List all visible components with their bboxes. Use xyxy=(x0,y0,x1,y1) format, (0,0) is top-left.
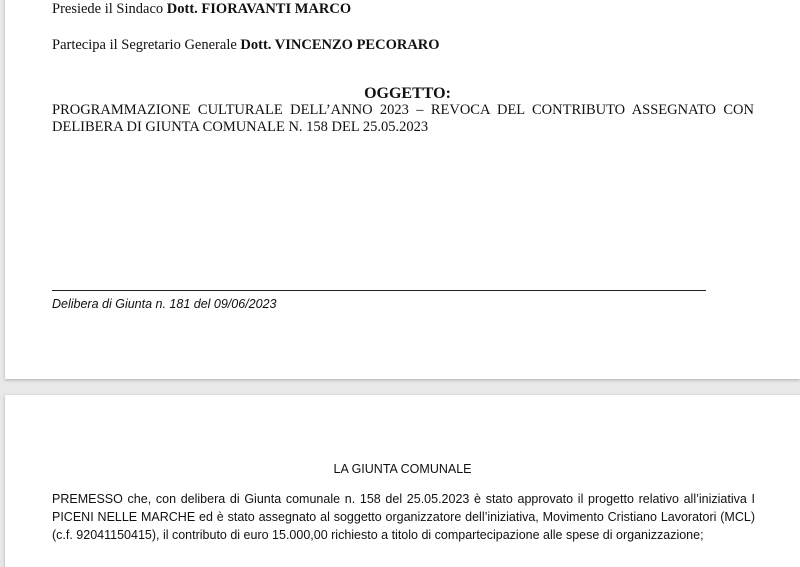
partecipa-line xyxy=(52,37,440,54)
segretario-name: Dott. VINCENZO PECORARO xyxy=(240,37,440,53)
oggetto-heading: OGGETTO: xyxy=(364,85,451,102)
giunta-heading: LA GIUNTA COMUNALE xyxy=(333,462,472,476)
presiede-line xyxy=(52,1,351,18)
document-page-2 xyxy=(5,395,800,567)
document-page-1 xyxy=(5,0,800,379)
partecipa-label: Partecipa il Segretario Generale xyxy=(52,37,241,53)
premesso-paragraph: PREMESSO che, con delibera di Giunta comunale n. 158 del 25.05.2023 è stato approvato il progetto relativo all’iniziativa I PICENI NELLE MARCHE ed è stato assegnato al soggetto organizzatore dell’iniziativa, Movimento Cristiano Lavoratori (MCL) (c.f. 92041150415), il contributo di euro 15.000,00 richiesto a titolo di compartecipazione alle spese di organizzazione; xyxy=(52,492,755,542)
oggetto-text: PROGRAMMAZIONE CULTURALE DELL’ANNO 2023 – REVOCA DEL CONTRIBUTO ASSEGNATO CON DELIBERA DI GIUNTA COMUNALE N. 158 DEL 25.05.2023 xyxy=(52,102,754,135)
delibera-reference: Delibera di Giunta n. 181 del 09/06/2023 xyxy=(52,297,277,311)
presiede-label: Presiede il Sindaco xyxy=(52,1,167,17)
sindaco-name: Dott. FIORAVANTI MARCO xyxy=(166,1,352,17)
signature-rule xyxy=(52,290,706,291)
